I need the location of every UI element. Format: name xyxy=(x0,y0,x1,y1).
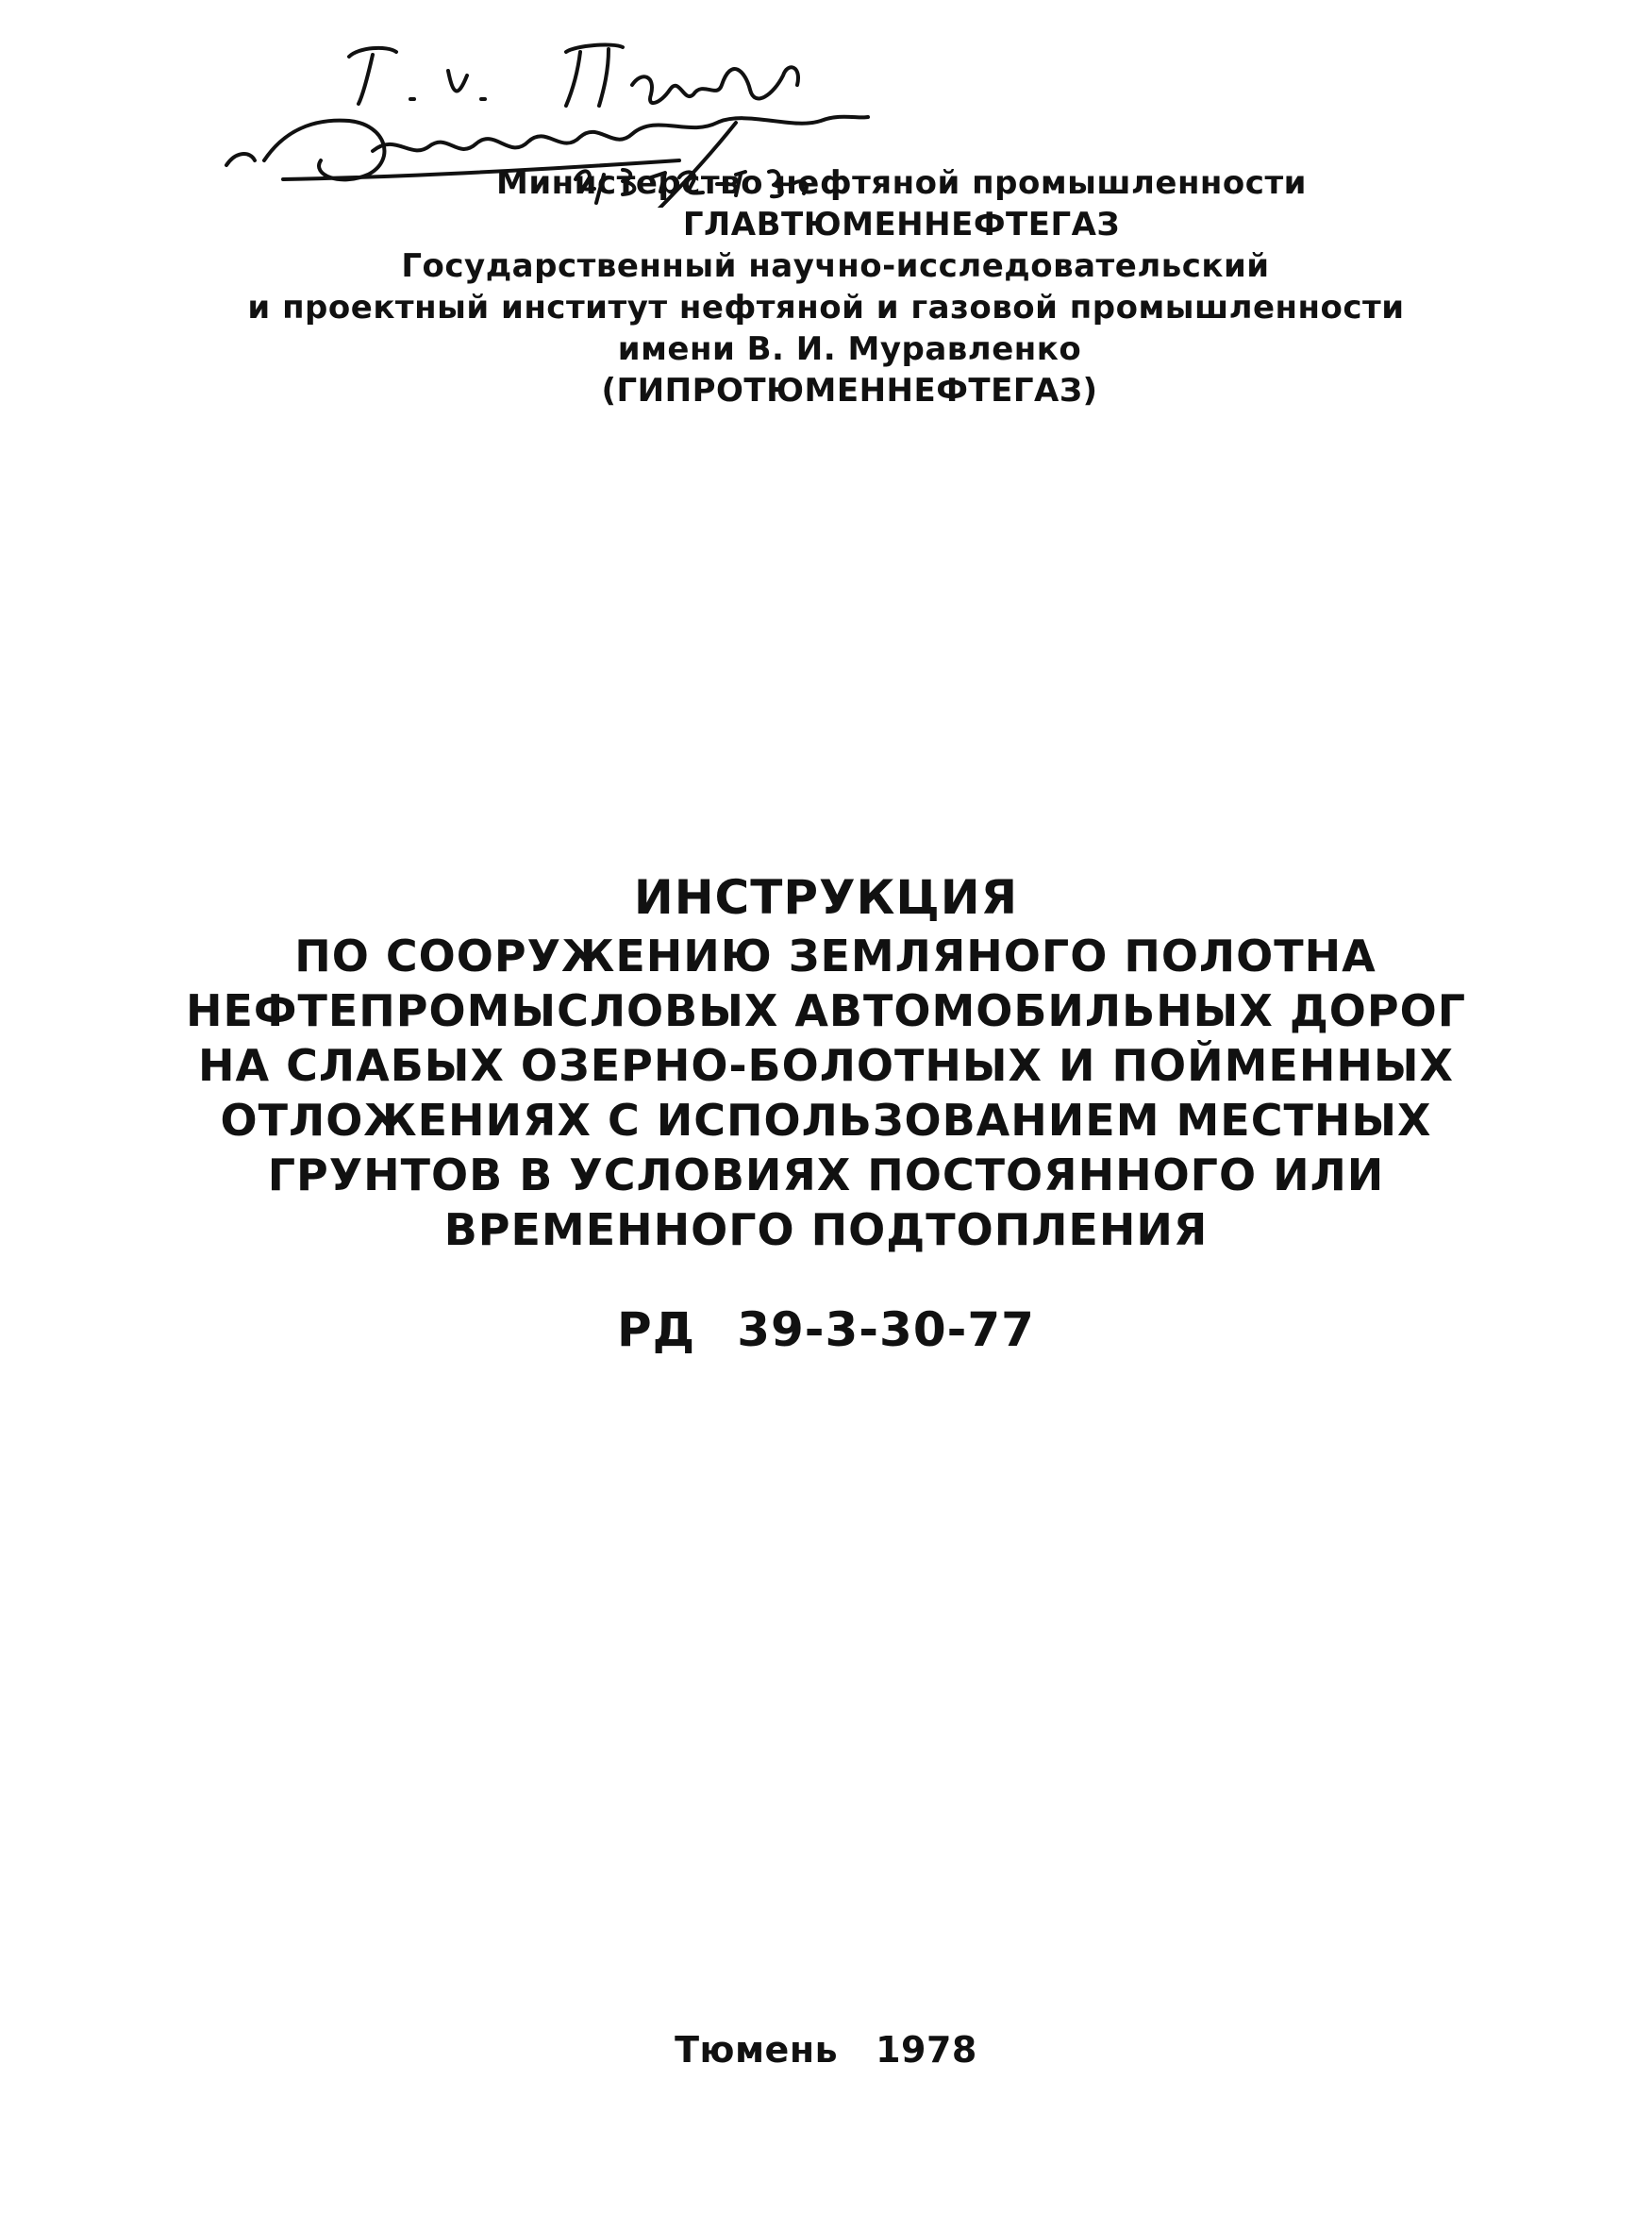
ministry-name: Министерство нефтяной промышленности xyxy=(496,164,1307,202)
publication-city: Тюмень xyxy=(675,2029,839,2071)
title-heading: ИНСТРУКЦИЯ xyxy=(633,870,1019,925)
issuing-organization-header xyxy=(0,162,1652,411)
title-line: НЕФТЕПРОМЫСЛОВЫХ АВТОМОБИЛЬНЫХ ДОРОГ xyxy=(185,985,1467,1036)
title-line: ВРЕМЕННОГО ПОДТОПЛЕНИЯ xyxy=(443,1204,1209,1255)
institute-line-2: и проектный институт нефтяной и газовой промышленности xyxy=(247,289,1405,327)
document-code-number: 39-3-30-77 xyxy=(737,1302,1035,1357)
title-line: НА СЛАБЫХ ОЗЕРНО-БОЛОТНЫХ И ПОЙМЕННЫХ xyxy=(198,1040,1454,1091)
association-name: ГЛАВТЮМЕННЕФТЕГАЗ xyxy=(682,206,1121,243)
publication-year: 1978 xyxy=(876,2029,977,2071)
institute-line-1: Государственный научно-исследовательский xyxy=(401,247,1270,285)
imprint-footer xyxy=(0,2029,1652,2071)
institute-abbreviation: (ГИПРОТЮМЕННЕФТЕГАЗ) xyxy=(601,372,1098,410)
title-line: ГРУНТОВ В УСЛОВИЯХ ПОСТОЯННОГО ИЛИ xyxy=(267,1149,1385,1200)
title-line: ОТЛОЖЕНИЯХ С ИСПОЛЬЗОВАНИЕМ МЕСТНЫХ xyxy=(220,1095,1432,1146)
document-code xyxy=(0,1302,1652,1357)
institute-line-3: имени В. И. Муравленко xyxy=(617,330,1082,368)
title-line: ПО СООРУЖЕНИЮ ЗЕМЛЯНОГО ПОЛОТНА xyxy=(294,931,1377,981)
document-title xyxy=(0,870,1652,1257)
document-code-prefix: РД xyxy=(617,1302,696,1357)
